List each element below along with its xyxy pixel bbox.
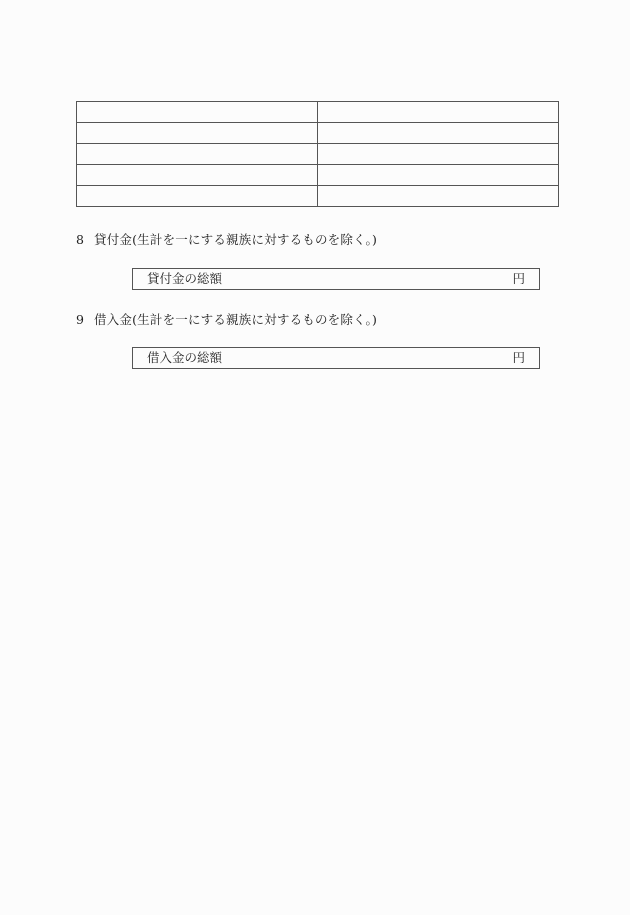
table-cell[interactable] bbox=[318, 186, 559, 207]
table-row bbox=[77, 186, 559, 207]
table-cell[interactable] bbox=[77, 123, 318, 144]
table-cell[interactable] bbox=[318, 123, 559, 144]
table-cell[interactable] bbox=[318, 165, 559, 186]
loans-total-label: 貸付金の総額 bbox=[147, 271, 223, 286]
yen-unit-label: 円 bbox=[512, 271, 525, 286]
table-row bbox=[77, 102, 559, 123]
table-row bbox=[77, 165, 559, 186]
section-heading-loans bbox=[76, 232, 377, 248]
table-cell[interactable] bbox=[77, 165, 318, 186]
borrowings-total-label: 借入金の総額 bbox=[147, 350, 223, 365]
section-title: 貸付金(生計を一にする親族に対するものを除く。) bbox=[94, 232, 378, 247]
table-cell[interactable] bbox=[77, 186, 318, 207]
table-cell[interactable] bbox=[77, 144, 318, 165]
section-heading-borrowings bbox=[76, 312, 377, 328]
borrowings-total-box[interactable] bbox=[132, 347, 540, 369]
asset-table bbox=[76, 101, 559, 207]
section-number: 8 bbox=[76, 232, 85, 247]
table-row bbox=[77, 123, 559, 144]
table-cell[interactable] bbox=[77, 102, 318, 123]
section-number: 9 bbox=[76, 312, 85, 327]
table-cell[interactable] bbox=[318, 144, 559, 165]
loans-total-box[interactable] bbox=[132, 268, 540, 290]
table-row bbox=[77, 144, 559, 165]
table-cell[interactable] bbox=[318, 102, 559, 123]
yen-unit-label: 円 bbox=[512, 350, 525, 365]
section-title: 借入金(生計を一にする親族に対するものを除く。) bbox=[94, 312, 378, 327]
